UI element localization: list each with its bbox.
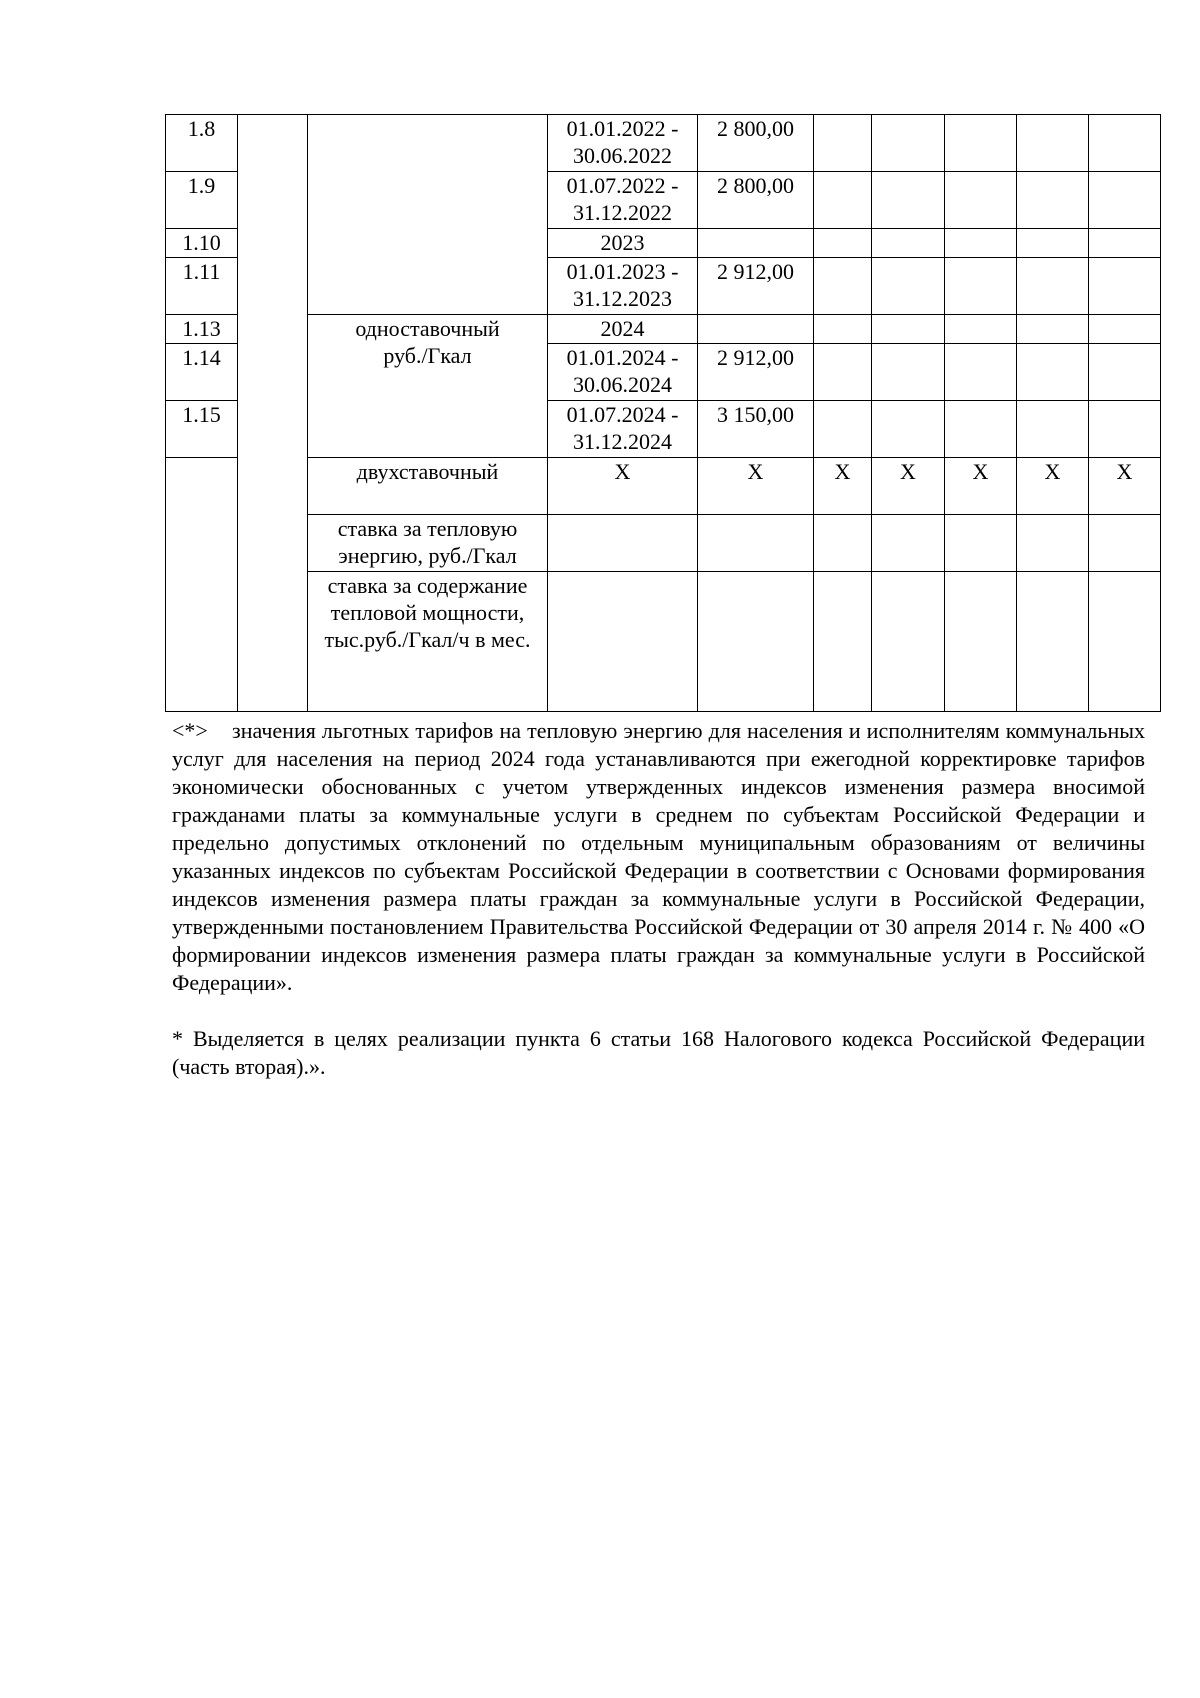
value-cell: 2 800,00 (698, 172, 814, 229)
row-index: 1.13 (166, 315, 238, 344)
footnote-1-text: значения льготных тарифов на тепловую энергию для населения и исполнителям коммунальных услуг для населения на период 2024 года устанавливаются при ежегодной корректировке тарифов экономически обоснованных с учетом утвержденных индексов изменения размера вносимой гражданами платы за коммунальные услуги в среднем по субъектам Российской Федерации и предельно допустимых отклонений по отдельным муниципальным образованиям от величины указанных индексов по субъектам Российской Федерации в соответствии с Основами формирования индексов изменения размера платы граждан за коммунальные услуги в Российской Федерации, утвержденными постановлением Правительства Российской Федерации от 30 апреля 2014 г. № 400 «О формировании индексов изменения размера платы граждан за коммунальные услуги в Российской Федерации». (172, 718, 1145, 995)
x-mark: X (548, 458, 698, 515)
x-mark: X (1017, 458, 1089, 515)
value-cell (698, 229, 814, 258)
period-cell: 2023 (548, 229, 698, 258)
value-cell: 2 912,00 (698, 344, 814, 401)
period-cell: 01.01.2022 - 30.06.2022 (548, 115, 698, 172)
footnote-1 (172, 717, 1145, 997)
table-row (166, 515, 1161, 572)
table-row (166, 458, 1161, 515)
capacity-rate-label (308, 572, 548, 712)
empty-index-cell (166, 458, 238, 712)
row-index: 1.10 (166, 229, 238, 258)
empty-name-cell (308, 115, 548, 315)
two-rate-label: двухставочный (308, 458, 548, 515)
x-mark: X (814, 458, 872, 515)
period-cell: 01.01.2024 - 30.06.2024 (548, 344, 698, 401)
x-mark: X (945, 458, 1017, 515)
footnotes (172, 717, 1145, 1081)
row-index: 1.8 (166, 115, 238, 172)
row-index: 1.11 (166, 258, 238, 315)
single-rate-text: одноставочный руб./Гкал (355, 316, 500, 368)
x-mark: X (1089, 458, 1161, 515)
period-cell: 01.01.2023 - 31.12.2023 (548, 258, 698, 315)
tariff-table (165, 114, 1161, 712)
footnote-2: * Выделяется в целях реализации пункта 6 статьи 168 Налогового кодекса Российской Федерации (часть вторая).». (172, 1026, 1145, 1079)
table-row (166, 115, 1161, 172)
footnote-1-marker: <*> (172, 718, 208, 743)
single-rate-label (308, 315, 548, 458)
row-index: 1.15 (166, 401, 238, 458)
row-index: 1.14 (166, 344, 238, 401)
x-mark: X (698, 458, 814, 515)
value-cell (698, 315, 814, 344)
heat-rate-text: ставка за тепловую энергию, руб./Гкал (337, 516, 518, 568)
heat-rate-label (308, 515, 548, 572)
period-cell: 01.07.2024 - 31.12.2024 (548, 401, 698, 458)
table-row (166, 315, 1161, 344)
period-cell: 2024 (548, 315, 698, 344)
table-row (166, 572, 1161, 712)
empty-column-cell (238, 115, 308, 712)
value-cell: 2 912,00 (698, 258, 814, 315)
value-cell: 2 800,00 (698, 115, 814, 172)
value-cell: 3 150,00 (698, 401, 814, 458)
period-cell: 01.07.2022 - 31.12.2022 (548, 172, 698, 229)
capacity-rate-text: ставка за содержание тепловой мощности, тыс.руб./Гкал/ч в мес. (324, 573, 531, 652)
row-index: 1.9 (166, 172, 238, 229)
x-mark: X (872, 458, 945, 515)
